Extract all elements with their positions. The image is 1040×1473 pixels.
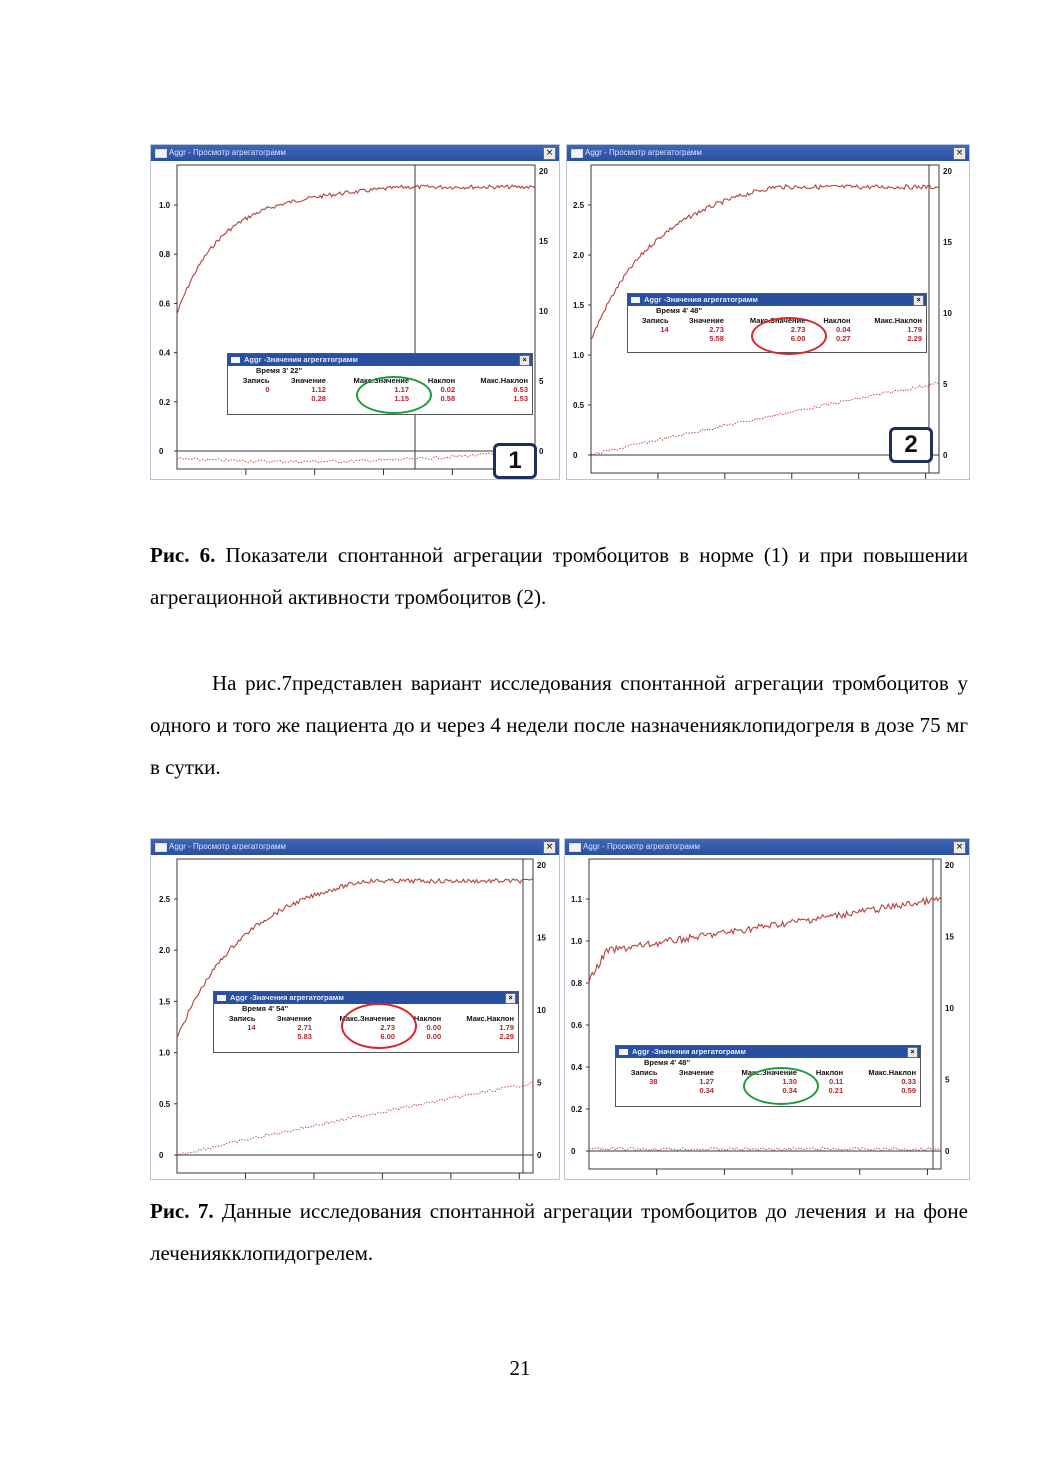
app-icon — [571, 149, 583, 158]
cell: 2.29 — [907, 334, 922, 343]
close-icon[interactable]: × — [519, 355, 530, 366]
slope-curve — [589, 1148, 941, 1151]
window-titlebar[interactable] — [151, 145, 559, 161]
header-max-value: Макс.Значение — [749, 316, 806, 325]
right-tick-label: 10 — [945, 1004, 954, 1013]
figure-6-caption — [150, 534, 968, 618]
right-tick-label: 20 — [945, 861, 954, 870]
y-tick-label: 0.5 — [573, 401, 585, 410]
panel-number-badge: 1 — [493, 443, 537, 479]
right-tick-label: 5 — [537, 1078, 542, 1088]
right-tick-label: 20 — [943, 167, 952, 176]
right-tick-label: 15 — [943, 238, 952, 247]
aggregogram-window — [150, 144, 560, 480]
header-max-slope: Макс.Наклон — [868, 1068, 916, 1077]
header-slope: Наклон — [413, 1014, 442, 1023]
y-tick-label: 0.2 — [571, 1105, 583, 1114]
cell: 0.27 — [835, 334, 851, 343]
right-tick-label: 10 — [537, 1006, 546, 1015]
y-tick-label: 0.5 — [159, 1099, 171, 1109]
close-icon[interactable]: × — [913, 295, 924, 306]
app-icon — [155, 149, 167, 158]
right-tick-label: 5 — [539, 377, 544, 386]
cell: 0.00 — [426, 1032, 442, 1041]
y-tick-label: 0.8 — [571, 979, 583, 988]
app-icon — [231, 357, 240, 363]
cell: 1.79 — [499, 1023, 514, 1032]
y-tick-label: 0 — [159, 447, 164, 456]
highlight-circle-red — [341, 1003, 417, 1049]
caption-label: Рис. 6. — [150, 543, 216, 567]
right-tick-label: 20 — [537, 861, 546, 870]
right-tick-label: 0 — [539, 447, 544, 456]
cell: 2.73 — [790, 325, 806, 334]
cell: 1.30 — [782, 1077, 798, 1086]
right-tick-label: 5 — [945, 1075, 950, 1085]
cell: 6.00 — [380, 1032, 396, 1041]
popup-title: Aggr -Значения агрегатограмм — [244, 355, 358, 364]
cell: 2.73 — [380, 1023, 396, 1032]
cell: 1.17 — [394, 385, 410, 394]
window-title: Aggr - Просмотр агрегатограмм — [169, 148, 286, 157]
header-record: Запись — [641, 316, 669, 325]
aggregation-curve — [177, 185, 535, 314]
right-tick-label: 5 — [943, 380, 948, 389]
cell: 1.79 — [907, 325, 922, 334]
header-value: Значение — [276, 1014, 312, 1023]
right-tick-label: 15 — [539, 237, 548, 246]
popup-title: Aggr -Значения агрегатограмм — [632, 1047, 746, 1056]
y-tick-label: 1.5 — [573, 301, 585, 310]
cell: 14 — [660, 325, 669, 334]
cell: 0 — [265, 385, 270, 394]
right-tick-label: 0 — [945, 1147, 950, 1156]
cell: 0.53 — [513, 385, 528, 394]
header-record: Запись — [242, 376, 270, 385]
popup-titlebar[interactable] — [214, 992, 518, 1004]
y-tick-label: 0.4 — [571, 1063, 583, 1072]
y-tick-label: 1.5 — [159, 997, 171, 1007]
header-value: Значение — [290, 376, 326, 385]
panel-number-badge: 2 — [889, 427, 933, 463]
window-titlebar[interactable] — [567, 145, 969, 161]
cell: 0.34 — [699, 1086, 714, 1095]
cell — [616, 1086, 662, 1095]
y-tick-label: 1.1 — [571, 895, 583, 904]
cell: 6.00 — [790, 334, 806, 343]
app-icon — [619, 1049, 628, 1055]
cell: 0.34 — [782, 1086, 798, 1095]
y-tick-label: 2.0 — [573, 251, 585, 260]
slope-curve — [177, 1082, 533, 1156]
cell: 0.33 — [901, 1077, 916, 1086]
window-titlebar[interactable] — [565, 839, 969, 855]
slope-curve — [591, 382, 939, 455]
app-icon — [217, 995, 226, 1001]
right-tick-label: 0 — [537, 1151, 542, 1160]
app-icon — [569, 843, 581, 852]
close-icon[interactable]: × — [953, 841, 966, 854]
plot-frame — [177, 165, 535, 469]
caption-text: Данные исследования спонтанной агрегации тромбоцитов до лечения и на фоне лечениякклопидогрелем. — [150, 1199, 968, 1265]
cell: 2.29 — [499, 1032, 514, 1041]
cell — [214, 1032, 260, 1041]
cell — [628, 334, 673, 343]
close-icon[interactable]: × — [505, 993, 516, 1004]
header-slope: Наклон — [427, 376, 456, 385]
header-max-slope: Макс.Наклон — [480, 376, 528, 385]
y-tick-label: 0 — [573, 451, 578, 460]
y-tick-label: 0 — [159, 1151, 164, 1160]
y-tick-label: 0 — [571, 1147, 576, 1156]
popup-title: Aggr -Значения агрегатограмм — [644, 295, 758, 304]
header-max-value: Макс.Значение — [741, 1068, 798, 1077]
figure-7 — [150, 838, 970, 1180]
aggregogram-window — [150, 838, 560, 1180]
caption-label: Рис. 7. — [150, 1199, 214, 1223]
popup-title: Aggr -Значения агрегатограмм — [230, 993, 344, 1002]
cell: 1.15 — [394, 394, 410, 403]
window-titlebar[interactable] — [151, 839, 559, 855]
right-tick-label: 10 — [943, 309, 952, 318]
header-slope: Наклон — [815, 1068, 844, 1077]
y-tick-label: 0.4 — [159, 348, 171, 358]
close-icon[interactable]: × — [543, 841, 556, 854]
header-max-slope: Макс.Наклон — [466, 1014, 514, 1023]
header-record: Запись — [630, 1068, 658, 1077]
cell: 0.00 — [426, 1023, 442, 1032]
body-paragraph: На рис.7представлен вариант исследования спонтанной агрегации тромбоцитов у одного и того же пациента до и через 4 недели после назначенияклопидогреля в дозе 75 мг в сутки. — [150, 671, 968, 779]
header-max-value: Макс.Значение — [353, 376, 410, 385]
y-tick-label: 0.2 — [159, 397, 171, 407]
cell: 0.04 — [835, 325, 851, 334]
cell: 1.27 — [699, 1077, 714, 1086]
cell: 5.58 — [709, 334, 724, 343]
cell: 38 — [649, 1077, 658, 1086]
close-icon[interactable]: × — [907, 1047, 918, 1058]
figure-6 — [150, 144, 970, 480]
highlight-circle-red — [751, 317, 827, 355]
window-title: Aggr - Просмотр агрегатограмм — [583, 842, 700, 851]
cell — [228, 394, 274, 403]
cell: 0.59 — [901, 1086, 916, 1095]
header-slope: Наклон — [823, 316, 851, 325]
aggregogram-window — [564, 838, 970, 1180]
y-tick-label: 0.6 — [159, 299, 171, 309]
cell: 2.73 — [709, 325, 724, 334]
cell: 0.02 — [440, 385, 456, 394]
time-label: Время 4' 48'' — [656, 306, 703, 315]
popup-titlebar[interactable] — [228, 354, 532, 366]
cell: 1.53 — [513, 394, 528, 403]
time-label: Время 3' 22'' — [256, 366, 303, 375]
page-number: 21 — [509, 1356, 531, 1380]
y-tick-label: 1.0 — [573, 351, 585, 360]
right-tick-label: 15 — [945, 932, 954, 942]
y-tick-label: 2.5 — [159, 895, 171, 904]
caption-text: Показатели спонтанной агрегации тромбоцитов в норме (1) и при повышении агрегационной активности тромбоцитов (2). — [150, 543, 969, 609]
highlight-circle-green — [356, 376, 432, 414]
aggregogram-window — [566, 144, 970, 480]
aggregation-plot — [151, 161, 560, 480]
cell: 5.83 — [297, 1032, 312, 1041]
close-icon[interactable]: × — [953, 147, 966, 160]
y-tick-label: 1.0 — [571, 937, 583, 946]
right-tick-label: 20 — [539, 167, 548, 176]
header-record: Запись — [228, 1014, 256, 1023]
cell: 1.12 — [311, 385, 326, 394]
right-tick-label: 15 — [537, 933, 546, 943]
slope-curve — [177, 451, 535, 463]
popup-titlebar[interactable] — [628, 294, 926, 306]
close-icon[interactable]: × — [543, 147, 556, 160]
time-label: Время 4' 48'' — [644, 1058, 691, 1067]
figure-7-caption — [150, 1190, 968, 1274]
cell: 0.21 — [828, 1086, 844, 1095]
header-value: Значение — [688, 316, 724, 325]
y-tick-label: 2.0 — [159, 946, 171, 956]
aggregation-plot — [565, 855, 970, 1180]
y-tick-label: 1.0 — [159, 201, 171, 210]
y-tick-label: 2.5 — [573, 201, 585, 210]
y-tick-label: 0.6 — [571, 1021, 583, 1030]
header-max-slope: Макс.Наклон — [874, 316, 922, 325]
cell: 0.58 — [440, 394, 456, 403]
time-label: Время 4' 54'' — [242, 1004, 289, 1013]
cell: 2.71 — [297, 1023, 312, 1032]
cell: 0.11 — [828, 1077, 844, 1086]
header-value: Значение — [678, 1068, 714, 1077]
window-title: Aggr - Просмотр агрегатограмм — [169, 842, 286, 851]
right-tick-label: 0 — [943, 451, 948, 460]
highlight-circle-green — [743, 1067, 819, 1105]
app-icon — [155, 843, 167, 852]
y-tick-label: 0.8 — [159, 250, 171, 260]
popup-titlebar[interactable] — [616, 1046, 920, 1058]
y-tick-label: 1.0 — [159, 1048, 171, 1058]
cell: 14 — [247, 1023, 256, 1032]
header-max-value: Макс.Значение — [339, 1014, 396, 1023]
aggregation-curve — [589, 897, 941, 983]
cell: 0.28 — [311, 394, 326, 403]
right-tick-label: 10 — [539, 307, 548, 316]
app-icon — [631, 297, 640, 303]
window-title: Aggr - Просмотр агрегатограмм — [585, 148, 702, 157]
